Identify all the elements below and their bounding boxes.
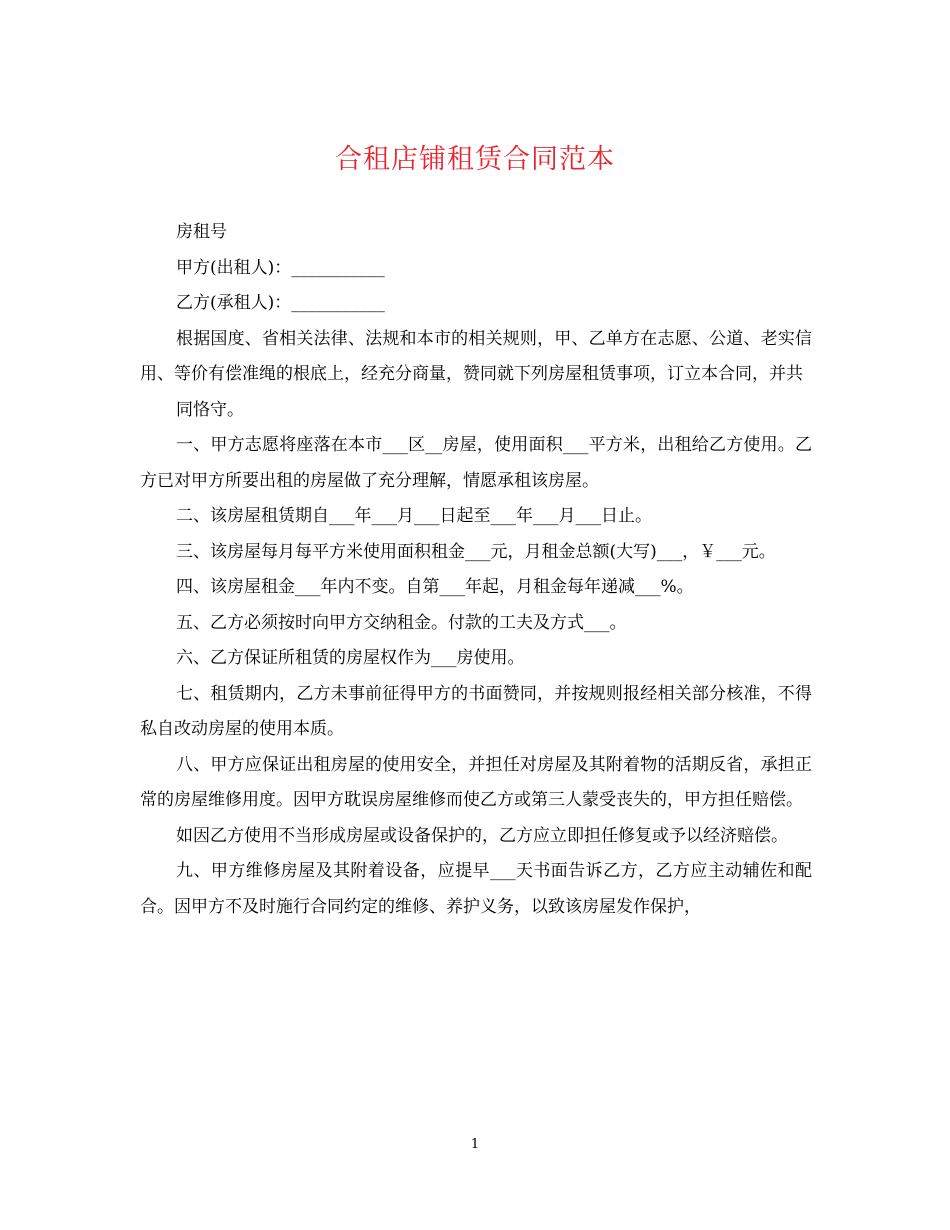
- contract-number: 房租号: [176, 222, 227, 242]
- party-a-field: 甲方(出租人)：___________: [176, 257, 385, 278]
- party-b-field: 乙方(承租人)：___________: [176, 293, 385, 313]
- clause-4: 四、该房屋租金___年内不变。自第___年起，月租金每年递减___%。: [176, 577, 694, 597]
- clause-5: 五、乙方必须按时向甲方交纳租金。付款的工夫及方式___。: [176, 612, 627, 633]
- clause-9: 九、甲方维修房屋及其附着设备，应提早___天书面告诉乙方，乙方应主动辅佐和配合。因甲方不及时施行合同约定的维修、养护义务，以致该房屋发作保护，: [140, 861, 812, 917]
- page-number: 1: [470, 1137, 480, 1152]
- clause-8: 八、甲方应保证出租房屋的使用安全，并担任对房屋及其附着物的活期反省，承担正常的房屋维修用度。因甲方耽误房屋维修而使乙方或第三人蒙受丧失的，甲方担任赔偿。: [140, 754, 812, 810]
- document-title: 合租店铺租赁合同范本: [335, 144, 615, 175]
- clause-8-supplement: 如因乙方使用不当形成房屋或设备保护的，乙方应立即担任修复或予以经济赔偿。: [176, 825, 788, 846]
- preamble-paragraph: 根据国度、省相关法律、法规和本市的相关规则，甲、乙单方在志愿、公道、老实信用、等价有偿准绳的根底上，经充分商量，赞同就下列房屋租赁事项，订立本合同，并共: [140, 328, 812, 384]
- clause-3: 三、该房屋每月每平方米使用面积租金___元，月租金总额(大写)___，￥___元。: [176, 541, 776, 562]
- clause-7: 七、租赁期内，乙方未事前征得甲方的书面赞同，并按规则报经相关部分核准，不得私自改动房屋的使用本质。: [140, 683, 812, 739]
- document-body: [140, 215, 812, 925]
- clause-1: 一、甲方志愿将座落在本市___区__房屋，使用面积___平方米，出租给乙方使用。乙方已对甲方所要出租的房屋做了充分理解，情愿承租该房屋。: [140, 435, 812, 491]
- clause-2: 二、该房屋租赁期自___年___月___日起至___年___月___日止。: [176, 506, 652, 526]
- preamble-continuation: 同恪守。: [176, 399, 244, 420]
- clause-6: 六、乙方保证所租赁的房屋权作为___房使用。: [176, 648, 525, 668]
